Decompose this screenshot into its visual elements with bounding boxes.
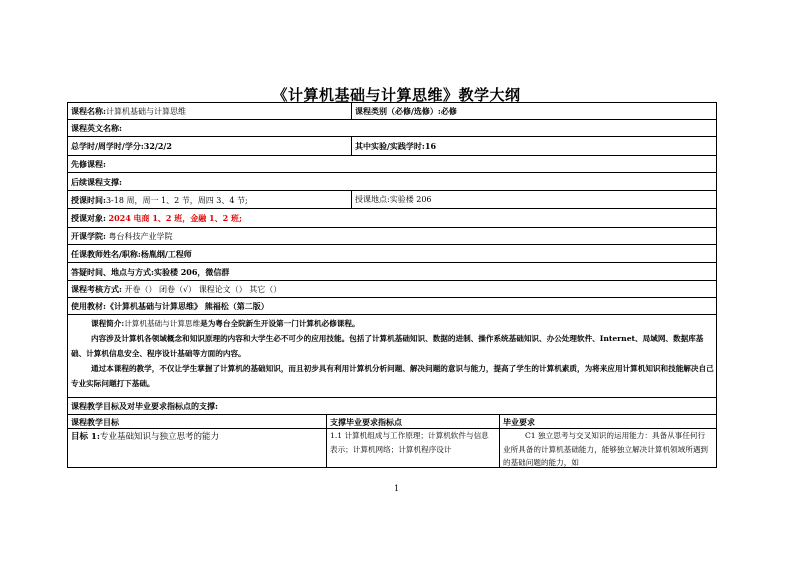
objective-1-indicator: 1.1 计算机组成与工作原理；计算机软件与信息表示；计算机网络；计算机程序设计 — [330, 431, 489, 454]
intro-paragraph-2: 内容涉及计算机各领域概念和知识原理的内容和大学生必不可少的应用技能。包括了计算机基础知识、数据的进制、操作系统基础知识、办公处理软件、Internet、局域网、数据库基础、计算机信息安全、程序设计基础等方面的内容。 — [71, 334, 704, 358]
header-objective: 课程教学目标 — [71, 417, 119, 427]
lab-hours-cell: 其中实验/实践学时:16 — [355, 141, 437, 151]
row-intro — [68, 315, 716, 398]
row-objective-1 — [68, 429, 716, 467]
row-teacher — [68, 245, 716, 263]
row-college — [68, 228, 716, 245]
english-name-cell: 课程英文名称: — [71, 123, 122, 133]
row-assessment — [68, 281, 716, 298]
page-number: 1 — [393, 484, 400, 493]
row-qa — [68, 263, 716, 281]
row-course-name — [68, 103, 716, 120]
textbook-cell: 使用教材:《计算机基础与计算思维》 熊福松（第二版） — [71, 301, 269, 311]
row-english-name — [68, 120, 716, 137]
audience-cell: 授课对象: 2024 电商 1、2 班，金融 1、2 班; — [71, 213, 242, 223]
objective-1-cell: 目标 1:专业基础知识与独立思考的能力 — [71, 432, 220, 442]
course-name-cell: 课程名称:计算机基础与计算思维 — [71, 106, 186, 116]
row-prereq — [68, 156, 716, 173]
followup-cell: 后续课程支撑: — [71, 177, 122, 187]
schedule-cell: 授课时间:3-18 周，周一 1、2 节，周四 3、4 节; — [71, 195, 248, 205]
prereq-cell: 先修课程: — [71, 159, 106, 169]
syllabus-table — [67, 102, 717, 468]
row-textbook — [68, 298, 716, 315]
header-requirement: 毕业要求 — [503, 417, 535, 427]
row-hours — [68, 137, 716, 156]
objectives-header-cell: 课程教学目标及对毕业要求指标点的支撑: — [71, 401, 218, 411]
course-intro — [71, 316, 715, 391]
row-objectives-header — [68, 398, 716, 415]
hours-cell: 总学时/周学时/学分:32/2/2 — [71, 141, 172, 151]
header-indicator: 支撑毕业要求指标点 — [330, 417, 402, 427]
row-audience — [68, 209, 716, 228]
row-followup — [68, 173, 716, 191]
location-cell: 授课地点:实验楼 206 — [355, 195, 432, 204]
teacher-cell: 任课教师姓名/职称:杨胤纲/工程师 — [71, 249, 192, 259]
intro-paragraph-1: 课程简介:计算机基础与计算思维是为粤台全院新生开设第一门计算机必修课程。 — [91, 319, 360, 328]
assessment-cell: 课程考核方式: 开卷（） 闭卷（√） 课程论文（） 其它（） — [71, 284, 282, 294]
page-title: 《计算机基础与计算思维》教学大纲 — [272, 86, 521, 104]
course-type-cell: 课程类别（必修/选修）:必修 — [355, 106, 457, 116]
row-schedule — [68, 191, 716, 209]
objective-1-requirement: C1 独立思考与交叉知识的运用能力：具备从事任何行业所具备的计算机基础能力，能够独立解决计算机领域所遇到的基础问题的能力，如 — [503, 431, 709, 467]
row-table-headers — [68, 415, 716, 429]
intro-paragraph-3: 通过本课程的教学，不仅让学生掌握了计算机的基础知识，而且初步具有利用计算机分析问题、解决问题的意识与能力，提高了学生的计算机素质，为将来应用计算机知识和技能解决自己专业实际问题打下基础。 — [71, 364, 714, 388]
college-cell: 开课学院: 粤台科技产业学院 — [71, 231, 173, 241]
qa-cell: 答疑时间、地点与方式:实验楼 206，微信群 — [71, 267, 230, 277]
